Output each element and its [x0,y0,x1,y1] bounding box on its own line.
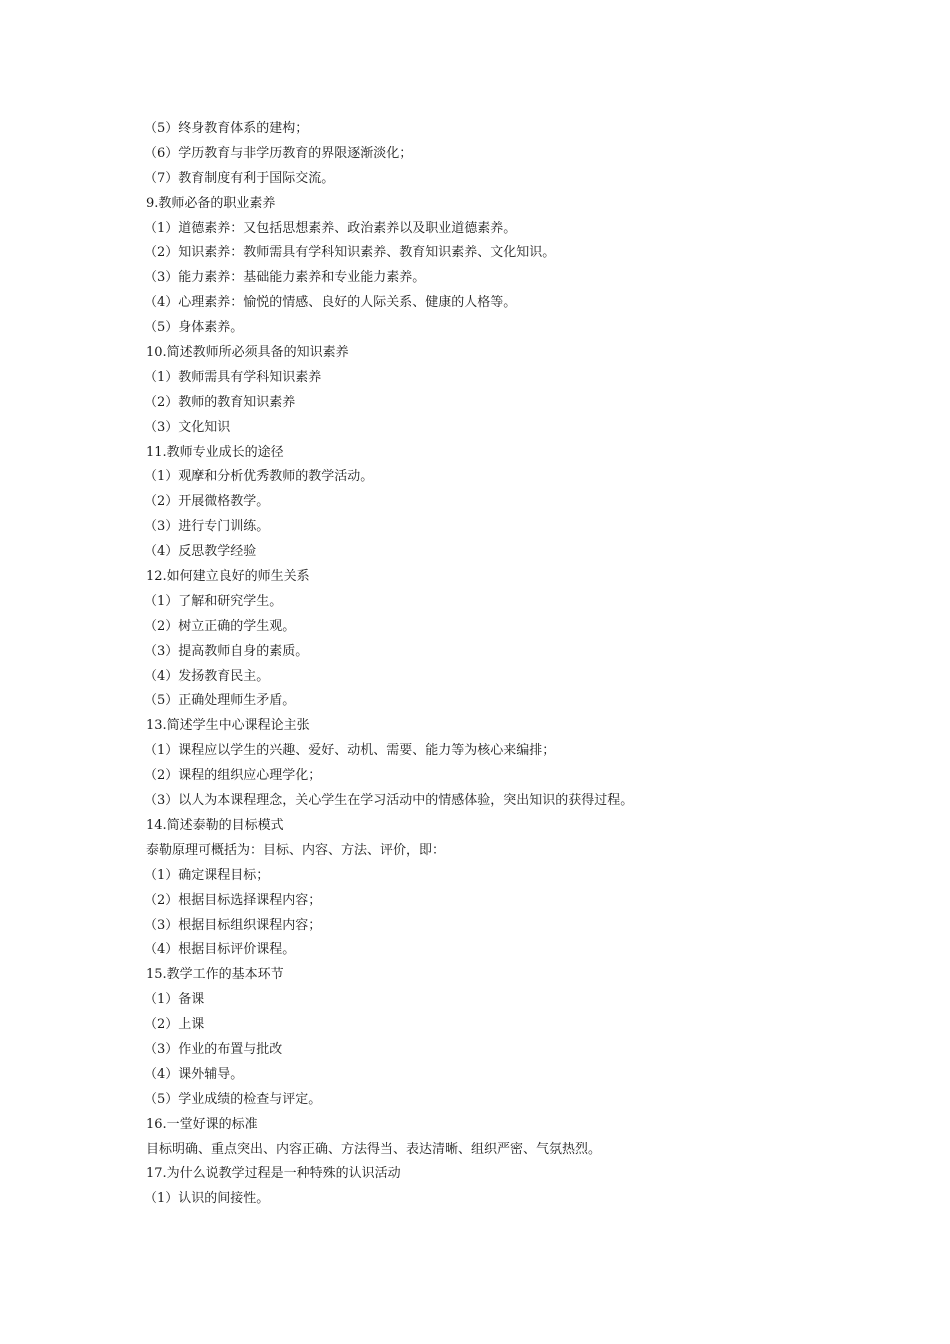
list-item: （3）能力素养：基础能力素养和专业能力素养。 [144,270,426,286]
section-heading: 17.为什么说教学过程是一种特殊的认识活动 [146,1166,401,1182]
list-item: （7）教育制度有利于国际交流。 [144,170,335,186]
section-heading: 14.简述泰勒的目标模式 [146,817,284,833]
list-item: （3）以人为本课程理念，关心学生在学习活动中的情感体验，突出知识的获得过程。 [144,793,634,809]
list-item: （4）课外辅导。 [144,1066,244,1082]
list-item: （3）文化知识 [144,419,231,435]
section-heading: 15.教学工作的基本环节 [146,967,284,983]
list-item: （1）确定课程目标； [144,867,270,883]
list-item: （2）根据目标选择课程内容； [144,892,322,908]
list-item: （2）上课 [144,1017,205,1033]
paragraph-text: 泰勒原理可概括为：目标、内容、方法、评价，即： [146,842,446,858]
list-item: （2）开展微格教学。 [144,494,270,510]
section-heading: 12.如何建立良好的师生关系 [146,569,310,585]
list-item: （1）教师需具有学科知识素养 [144,369,322,385]
paragraph-text: 目标明确、重点突出、内容正确、方法得当、表达清晰、组织严密、气氛热烈。 [146,1141,602,1157]
list-item: （4）反思教学经验 [144,544,257,560]
document-body [144,117,824,1212]
list-item: （3）进行专门训练。 [144,519,270,535]
section-heading: 9.教师必备的职业素养 [146,195,276,211]
list-item: （6）学历教育与非学历教育的界限逐渐淡化； [144,145,413,161]
list-item: （3）根据目标组织课程内容； [144,917,322,933]
list-item: （5）正确处理师生矛盾。 [144,693,296,709]
list-item: （5）学业成绩的检查与评定。 [144,1091,322,1107]
list-item: （2）课程的组织应心理学化； [144,768,322,784]
list-item: （1）认识的间接性。 [144,1191,270,1207]
section-heading: 13.简述学生中心课程论主张 [146,718,310,734]
section-heading: 16.一堂好课的标准 [146,1116,258,1132]
list-item: （5）身体素养。 [144,320,244,336]
list-item: （1）了解和研究学生。 [144,593,283,609]
list-item: （1）课程应以学生的兴趣、爱好、动机、需要、能力等为核心来编排； [144,743,556,759]
list-item: （4）心理素养：愉悦的情感、良好的人际关系、健康的人格等。 [144,295,517,311]
section-heading: 11.教师专业成长的途径 [146,444,284,460]
list-item: （3）提高教师自身的素质。 [144,643,309,659]
list-item: （3）作业的布置与批改 [144,1041,283,1057]
list-item: （4）发扬教育民主。 [144,668,270,684]
list-item: （2）教师的教育知识素养 [144,394,296,410]
list-item: （1）备课 [144,992,205,1008]
list-item: （1）观摩和分析优秀教师的教学活动。 [144,469,374,485]
section-heading: 10.简述教师所必须具备的知识素养 [146,345,349,361]
list-item: （4）根据目标评价课程。 [144,942,296,958]
list-item: （5）终身教育体系的建构； [144,121,309,136]
list-item: （2）树立正确的学生观。 [144,618,296,634]
list-item: （1）道德素养：又包括思想素养、政治素养以及职业道德素养。 [144,220,517,236]
list-item: （2）知识素养：教师需具有学科知识素养、教育知识素养、文化知识。 [144,245,556,261]
